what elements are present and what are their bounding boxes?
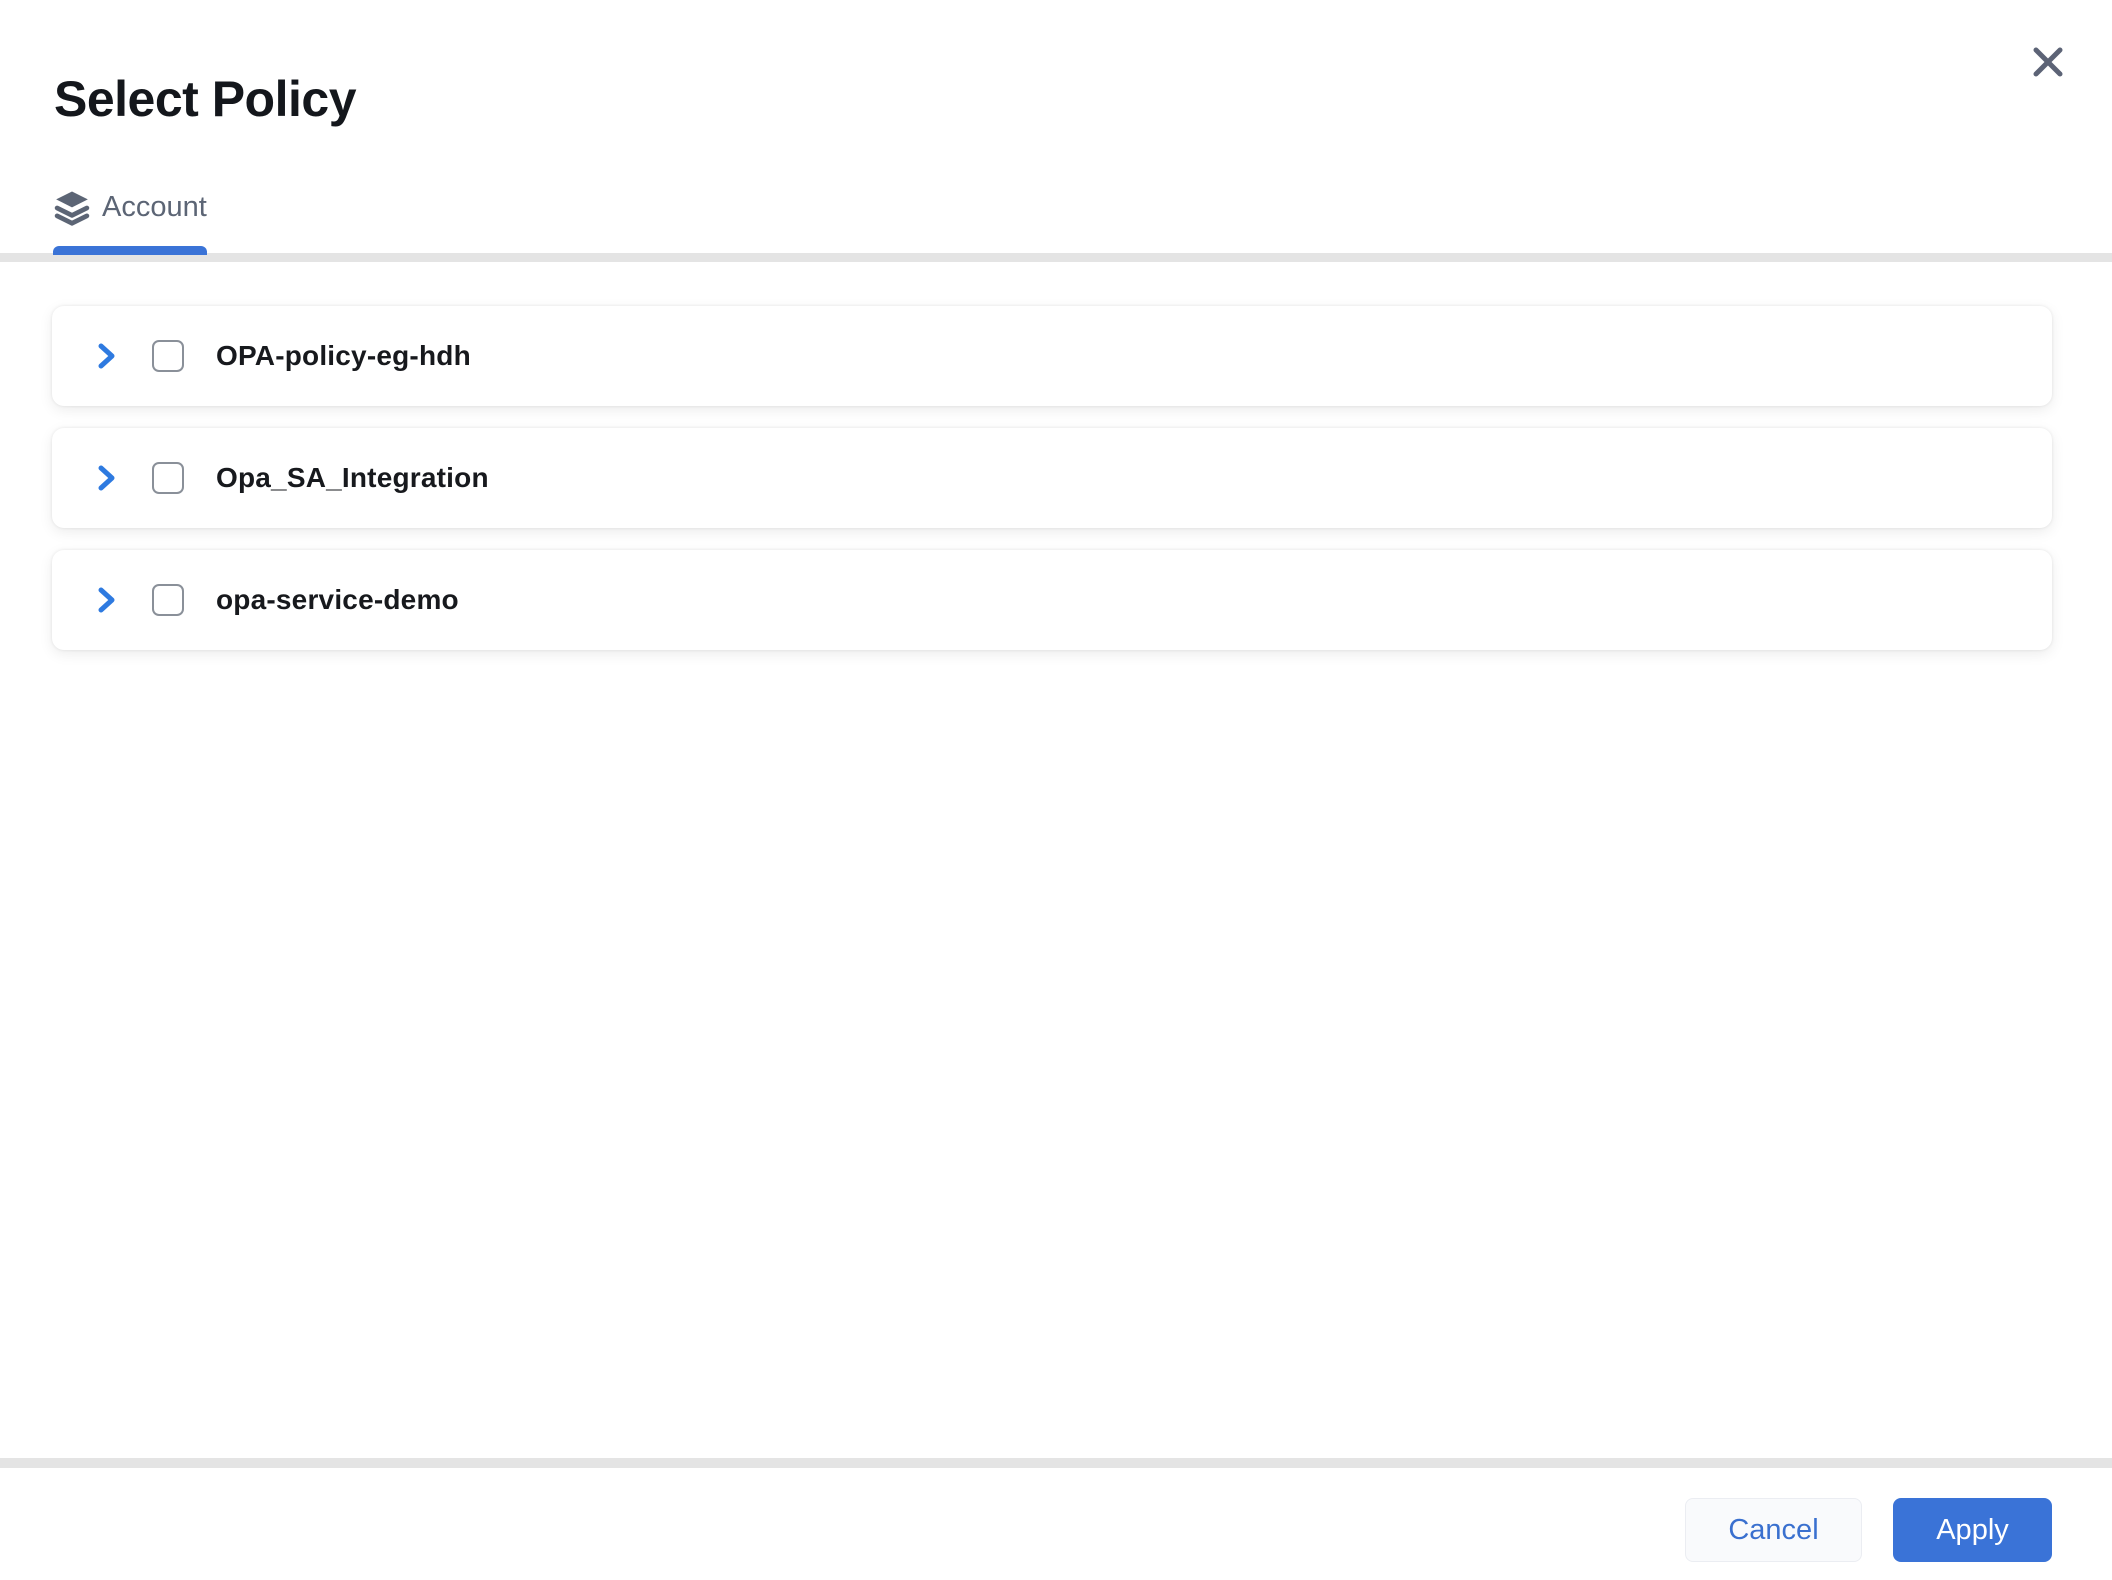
policy-row[interactable] bbox=[52, 550, 2052, 650]
policy-name: OPA-policy-eg-hdh bbox=[216, 340, 471, 371]
policy-name: Opa_SA_Integration bbox=[216, 462, 489, 493]
policy-checkbox[interactable] bbox=[152, 584, 184, 616]
tab-account-label: Account bbox=[102, 190, 207, 223]
close-icon bbox=[2026, 40, 2070, 84]
active-tab-indicator bbox=[53, 246, 207, 255]
expand-chevron-icon[interactable] bbox=[90, 462, 122, 494]
policy-name: opa-service-demo bbox=[216, 584, 459, 615]
layers-icon bbox=[53, 188, 91, 226]
header-divider bbox=[0, 253, 2112, 262]
policy-list bbox=[52, 306, 2052, 672]
tab-account[interactable] bbox=[53, 188, 207, 226]
policy-row[interactable] bbox=[52, 428, 2052, 528]
footer-actions bbox=[1685, 1498, 2052, 1562]
policy-checkbox[interactable] bbox=[152, 340, 184, 372]
footer-divider bbox=[0, 1458, 2112, 1468]
close-button[interactable] bbox=[2022, 36, 2074, 88]
cancel-button[interactable]: Cancel bbox=[1685, 1498, 1862, 1562]
apply-button[interactable]: Apply bbox=[1893, 1498, 2052, 1562]
policy-row[interactable] bbox=[52, 306, 2052, 406]
expand-chevron-icon[interactable] bbox=[90, 584, 122, 616]
expand-chevron-icon[interactable] bbox=[90, 340, 122, 372]
modal-title: Select Policy bbox=[54, 71, 356, 127]
policy-checkbox[interactable] bbox=[152, 462, 184, 494]
